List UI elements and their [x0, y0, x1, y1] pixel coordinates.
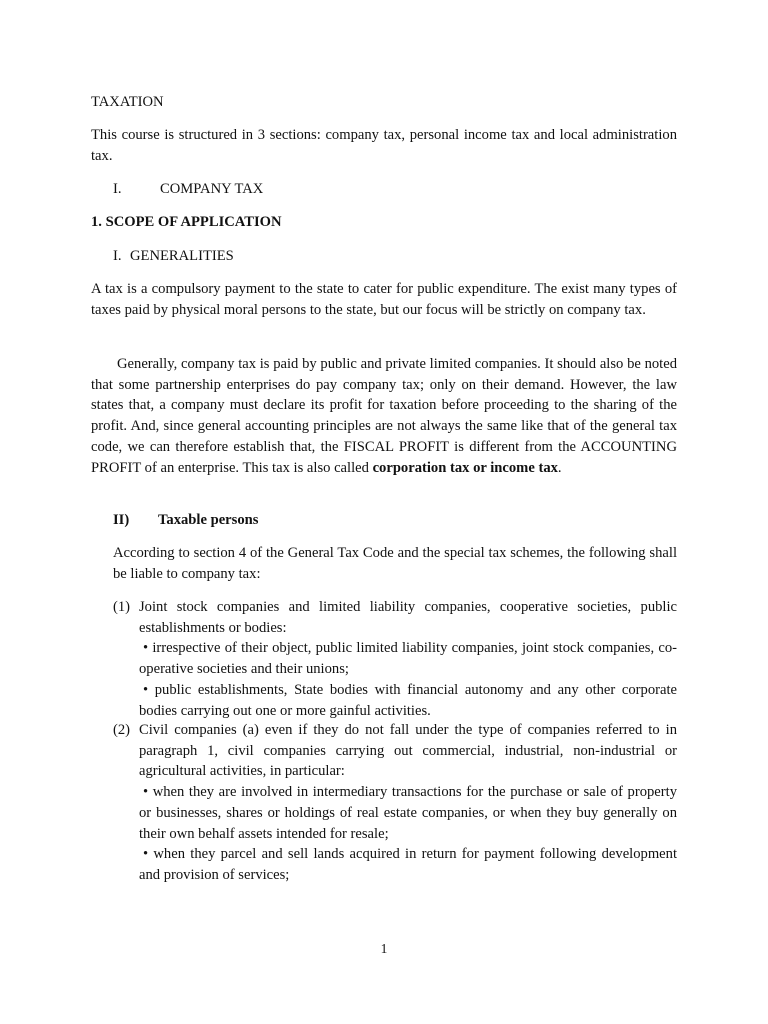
generalities-roman-numeral: I. — [113, 248, 122, 264]
generalities-heading — [113, 246, 234, 267]
scope-heading: 1. SCOPE OF APPLICATION — [91, 214, 282, 230]
list-bullet: • irrespective of their object, public limited liability companies, joint stock companies, co-operative societies and their unions; — [139, 640, 677, 678]
taxable-persons-heading — [113, 510, 258, 531]
generally-end: . — [557, 459, 562, 476]
list-item-number: (1) — [113, 599, 131, 615]
generally-paragraph — [91, 354, 677, 478]
list-item-body — [139, 597, 677, 721]
section-roman-numeral: I. — [113, 181, 122, 197]
generally-text: Generally, company tax is paid by public and private limited companies. It should also be noted that some partnership enterprises do pay company tax; only on their demand. However, the law states that, a company must declare its profit for taxation before proceeding to the sharing of the profit. And, since general accounting principles are not always the same like that of the general tax code, we can therefore establish that, the FISCAL PROFIT is different from the ACCOUNTING PROFIT of an enterprise. This tax is also called — [91, 356, 677, 476]
section-title: COMPANY TAX — [160, 181, 264, 197]
list-bullet: • when they are involved in intermediary transactions for the purchase or sale of property or businesses, shares or holdings of real estate companies, or when they buy generally on their own behalf assets intended for resale; — [139, 784, 677, 842]
page-number: 1 — [380, 941, 388, 956]
document-page — [91, 0, 677, 1024]
list-item-body — [139, 720, 677, 886]
taxable-persons-roman-numeral: II) — [113, 512, 130, 528]
corporation-tax-emphasis: corporation tax or income tax — [372, 459, 558, 476]
section-heading-company-tax — [113, 179, 263, 200]
intro-paragraph: This course is structured in 3 sections: company tax, personal income tax and local administration tax. — [91, 127, 677, 164]
list-item-text: Civil companies (a) even if they do not fall under the type of companies referred to in paragraph 1, civil companies carrying out commercial, industrial, non-industrial or agricultural activities, in particular: — [139, 722, 677, 780]
list-item-text: Joint stock companies and limited liability companies, cooperative societies, public establishments or bodies: — [139, 599, 677, 636]
section4-paragraph: According to section 4 of the General Tax Code and the special tax schemes, the following shall be liable to company tax: — [113, 545, 677, 582]
list-bullet: • public establishments, State bodies with financial autonomy and any other corporate bodies carrying out one or more gainful activities. — [139, 681, 677, 719]
list-bullet: • when they parcel and sell lands acquired in return for payment following development and provision of services; — [139, 846, 677, 883]
document-title: TAXATION — [91, 94, 164, 110]
list-item-number: (2) — [113, 722, 131, 738]
generalities-title: GENERALITIES — [130, 248, 234, 264]
taxable-persons-title: Taxable persons — [158, 512, 259, 528]
definition-paragraph: A tax is a compulsory payment to the state to cater for public expenditure. The exist many types of taxes paid by physical moral persons to the state, but our focus will be strictly on company tax. — [91, 281, 677, 318]
